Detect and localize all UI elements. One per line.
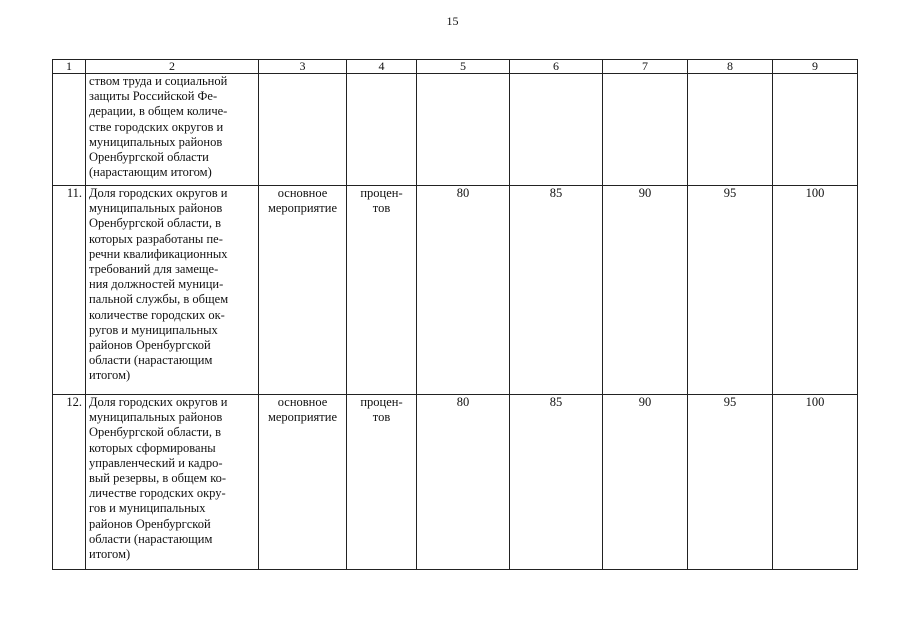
indicator-value: 100 xyxy=(773,186,858,395)
indicator-value: 90 xyxy=(603,186,688,395)
table-row xyxy=(53,395,858,570)
column-header: 2 xyxy=(86,60,259,74)
page-number: 15 xyxy=(446,14,459,28)
indicator-type xyxy=(259,74,347,186)
row-number: 11. xyxy=(53,186,86,395)
indicator-type: основное мероприятие xyxy=(259,186,347,395)
indicator-value: 80 xyxy=(417,395,510,570)
indicator-value xyxy=(603,74,688,186)
indicator-name: ством труда и социальной защиты Российской Фе- дерации, в общем количе- стве городских округов и муниципальных районов Оренбургской области (нарастающим итогом) xyxy=(86,74,259,186)
table-row xyxy=(53,74,858,186)
column-header: 7 xyxy=(603,60,688,74)
row-number: 12. xyxy=(53,395,86,570)
row-number xyxy=(53,74,86,186)
indicator-value: 85 xyxy=(510,395,603,570)
column-header: 9 xyxy=(773,60,858,74)
indicators-table xyxy=(52,59,858,570)
indicator-unit: процен- тов xyxy=(347,186,417,395)
indicator-unit: процен- тов xyxy=(347,395,417,570)
column-header: 1 xyxy=(53,60,86,74)
indicator-value: 85 xyxy=(510,186,603,395)
column-header: 4 xyxy=(347,60,417,74)
indicator-unit xyxy=(347,74,417,186)
indicator-value: 80 xyxy=(417,186,510,395)
indicator-value xyxy=(773,74,858,186)
indicator-type: основное мероприятие xyxy=(259,395,347,570)
column-header: 6 xyxy=(510,60,603,74)
indicator-value xyxy=(688,74,773,186)
table-header-row xyxy=(53,60,858,74)
table-row xyxy=(53,186,858,395)
indicator-value: 95 xyxy=(688,186,773,395)
column-header: 8 xyxy=(688,60,773,74)
indicator-name: Доля городских округов и муниципальных районов Оренбургской области, в которых сформированы управленческий и кадро- вый резервы, в общем ко- личестве городских окру- гов и муниципальных районов Оренбургской области (нарастающим итогом) xyxy=(86,395,259,570)
indicator-value: 95 xyxy=(688,395,773,570)
column-header: 3 xyxy=(259,60,347,74)
indicator-value: 100 xyxy=(773,395,858,570)
indicator-value xyxy=(417,74,510,186)
indicator-name: Доля городских округов и муниципальных районов Оренбургской области, в которых разработаны пе- речни квалификационных требований для замеще- ния должностей муници- пальной службы, в общем количестве городских ок- ругов и муниципальных районов Оренбургской области (нарастающим итогом) xyxy=(86,186,259,395)
column-header: 5 xyxy=(417,60,510,74)
indicator-value xyxy=(510,74,603,186)
indicator-value: 90 xyxy=(603,395,688,570)
